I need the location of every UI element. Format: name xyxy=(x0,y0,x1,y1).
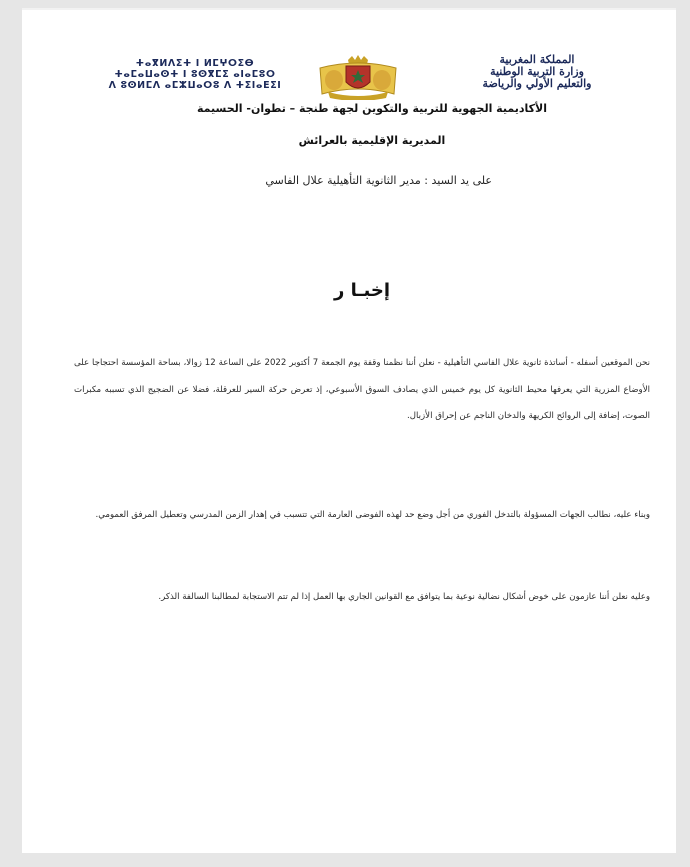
tifinagh-line: ⵜⴰⴳⵍⴷⵉⵜ ⵏ ⵍⵎⵖⵔⵉⴱ xyxy=(135,58,255,69)
body-paragraph: وعليه نعلن أننا عازمون على خوض أشكال نضالية نوعية بما يتوافق مع القوانين الجاري بها العمل إذا لم تتم الاستجابة لمطالبنا السالفة الذكر. xyxy=(158,592,650,602)
body-paragraph: نحن الموقعين أسفله - أساتذة ثانوية علال الفاسي التأهيلية - نعلن أننا نظمنا وقفة يوم الجمعة 7 أكتوبر 2022 على الساعة 12 زوالا، بساحة المؤسسة احتجاجا على الأوضاع المزرية التي يعرفها محيط الثانوية كل يوم خميس الذي يصادف السوق الأسبوعي، إذ تعرض حركة السير للعرقلة، فضلا عن الضجيج الذي تسببه مكبرات الصوت، إضافة إلى الروائح الكريهة والدخان الناجم عن إحراق الأزبال. xyxy=(74,358,651,421)
ministry-line: والتعليم الأولي والرياضة xyxy=(482,77,592,90)
tifinagh-ministry-header xyxy=(80,58,310,91)
ministry-line: وزارة التربية الوطنية xyxy=(490,65,584,78)
body-paragraph: وبناء عليه، نطالب الجهات المسؤولة بالتدخل الفوري من أجل وضع حد لهذه الفوضى العارمة التي تتسبب في إهدار الزمن المدرسي وتعطيل المرفق العمومي. xyxy=(95,510,650,520)
arabic-ministry-header xyxy=(420,54,654,90)
tifinagh-line: ⵜⴰⵎⴰⵡⴰⵙⵜ ⵏ ⵓⵙⴳⵎⵉ ⴰⵏⴰⵎⵓⵔ xyxy=(114,69,276,80)
provincial-directorate-heading: المديرية الإقليمية بالعرائش xyxy=(298,134,446,147)
tifinagh-line: ⴷ ⵓⵙⵍⵎⴷ ⴰⵎⵣⵡⴰⵔⵓ ⴷ ⵜⵉⵏⴰⴹⵉⵏ xyxy=(108,80,282,91)
moroccan-coat-of-arms-icon xyxy=(314,54,402,100)
document-page xyxy=(22,8,676,853)
addressee-line: على يد السيد : مدير الثانوية التأهيلية علال الفاسي xyxy=(265,174,492,187)
document-title: إخبـا ر xyxy=(333,280,391,301)
regional-academy-heading: الأكاديمية الجهوية للتربية والتكوين لجهة طنجة – تطوان- الحسيمة xyxy=(197,102,547,115)
ministry-line: المملكة المغربية xyxy=(499,53,575,66)
page-top-edge xyxy=(22,8,676,10)
